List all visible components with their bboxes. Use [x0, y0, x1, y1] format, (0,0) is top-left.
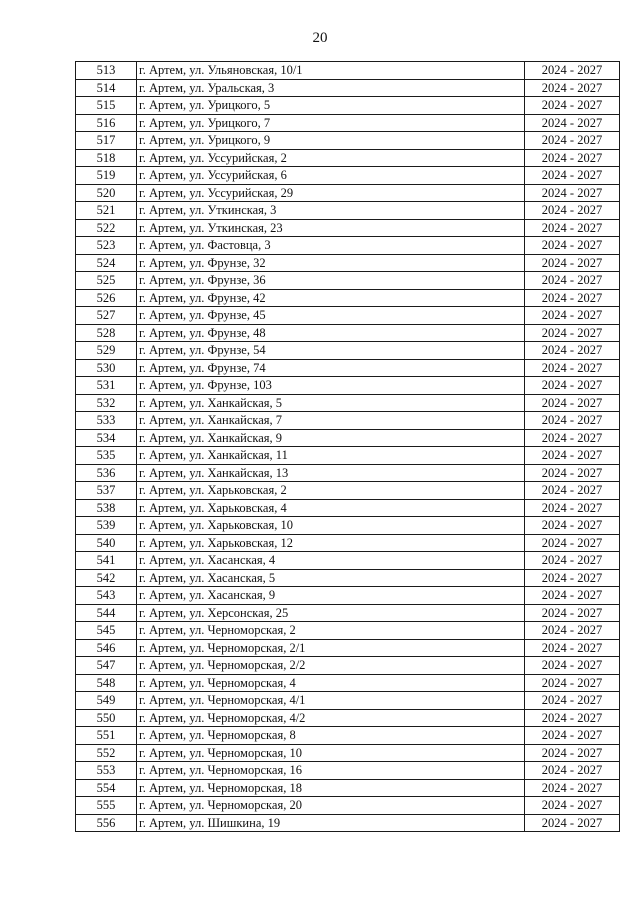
- row-number: 523: [76, 237, 137, 255]
- table-row: [76, 727, 620, 745]
- row-period: 2024 - 2027: [525, 447, 620, 465]
- row-address: г. Артем, ул. Харьковская, 4: [137, 499, 525, 517]
- row-period: 2024 - 2027: [525, 62, 620, 80]
- row-period: 2024 - 2027: [525, 307, 620, 325]
- row-number: 553: [76, 762, 137, 780]
- row-number: 513: [76, 62, 137, 80]
- row-number: 520: [76, 184, 137, 202]
- row-period: 2024 - 2027: [525, 604, 620, 622]
- row-address: г. Артем, ул. Хасанская, 4: [137, 552, 525, 570]
- table-row: [76, 62, 620, 80]
- row-address: г. Артем, ул. Ульяновская, 10/1: [137, 62, 525, 80]
- row-address: г. Артем, ул. Уткинская, 23: [137, 219, 525, 237]
- row-number: 531: [76, 377, 137, 395]
- row-address: г. Артем, ул. Черноморская, 10: [137, 744, 525, 762]
- row-address: г. Артем, ул. Черноморская, 8: [137, 727, 525, 745]
- row-period: 2024 - 2027: [525, 254, 620, 272]
- row-address: г. Артем, ул. Ханкайская, 5: [137, 394, 525, 412]
- table-row: [76, 744, 620, 762]
- row-period: 2024 - 2027: [525, 272, 620, 290]
- table-row: [76, 709, 620, 727]
- row-period: 2024 - 2027: [525, 517, 620, 535]
- table-row: [76, 464, 620, 482]
- row-address: г. Артем, ул. Хасанская, 5: [137, 569, 525, 587]
- row-number: 515: [76, 97, 137, 115]
- table-row: [76, 342, 620, 360]
- table-row: [76, 552, 620, 570]
- row-number: 519: [76, 167, 137, 185]
- row-period: 2024 - 2027: [525, 762, 620, 780]
- table-row: [76, 394, 620, 412]
- table-row: [76, 692, 620, 710]
- row-period: 2024 - 2027: [525, 377, 620, 395]
- row-period: 2024 - 2027: [525, 499, 620, 517]
- row-address: г. Артем, ул. Черноморская, 18: [137, 779, 525, 797]
- row-address: г. Артем, ул. Харьковская, 10: [137, 517, 525, 535]
- row-period: 2024 - 2027: [525, 639, 620, 657]
- row-address: г. Артем, ул. Уссурийская, 6: [137, 167, 525, 185]
- row-address: г. Артем, ул. Черноморская, 20: [137, 797, 525, 815]
- row-address: г. Артем, ул. Фрунзе, 74: [137, 359, 525, 377]
- table-row: [76, 377, 620, 395]
- row-number: 536: [76, 464, 137, 482]
- row-period: 2024 - 2027: [525, 569, 620, 587]
- row-period: 2024 - 2027: [525, 114, 620, 132]
- row-number: 518: [76, 149, 137, 167]
- row-address: г. Артем, ул. Черноморская, 2/1: [137, 639, 525, 657]
- row-number: 514: [76, 79, 137, 97]
- table-row: [76, 114, 620, 132]
- page-number: 20: [312, 30, 328, 46]
- table-row: [76, 202, 620, 220]
- row-period: 2024 - 2027: [525, 587, 620, 605]
- row-address: г. Артем, ул. Черноморская, 2: [137, 622, 525, 640]
- row-number: 535: [76, 447, 137, 465]
- row-address: г. Артем, ул. Херсонская, 25: [137, 604, 525, 622]
- row-address: г. Артем, ул. Уссурийская, 2: [137, 149, 525, 167]
- row-number: 538: [76, 499, 137, 517]
- row-number: 548: [76, 674, 137, 692]
- row-address: г. Артем, ул. Фрунзе, 103: [137, 377, 525, 395]
- table-row: [76, 517, 620, 535]
- row-address: г. Артем, ул. Фрунзе, 36: [137, 272, 525, 290]
- row-address: г. Артем, ул. Ханкайская, 13: [137, 464, 525, 482]
- row-number: 540: [76, 534, 137, 552]
- table-row: [76, 132, 620, 150]
- row-period: 2024 - 2027: [525, 184, 620, 202]
- table-row: [76, 569, 620, 587]
- table-row: [76, 534, 620, 552]
- table-row: [76, 482, 620, 500]
- table-row: [76, 272, 620, 290]
- row-address: г. Артем, ул. Фрунзе, 32: [137, 254, 525, 272]
- row-number: 547: [76, 657, 137, 675]
- row-number: 544: [76, 604, 137, 622]
- row-period: 2024 - 2027: [525, 744, 620, 762]
- row-number: 552: [76, 744, 137, 762]
- row-address: г. Артем, ул. Черноморская, 4: [137, 674, 525, 692]
- row-number: 534: [76, 429, 137, 447]
- row-address: г. Артем, ул. Черноморская, 2/2: [137, 657, 525, 675]
- row-address: г. Артем, ул. Уссурийская, 29: [137, 184, 525, 202]
- table-row: [76, 604, 620, 622]
- row-period: 2024 - 2027: [525, 289, 620, 307]
- table-row: [76, 359, 620, 377]
- row-period: 2024 - 2027: [525, 552, 620, 570]
- row-number: 516: [76, 114, 137, 132]
- row-address: г. Артем, ул. Фрунзе, 54: [137, 342, 525, 360]
- table-row: [76, 412, 620, 430]
- table-row: [76, 762, 620, 780]
- row-period: 2024 - 2027: [525, 692, 620, 710]
- row-number: 554: [76, 779, 137, 797]
- row-number: 527: [76, 307, 137, 325]
- row-address: г. Артем, ул. Черноморская, 4/1: [137, 692, 525, 710]
- row-number: 537: [76, 482, 137, 500]
- table-row: [76, 289, 620, 307]
- row-address: г. Артем, ул. Ханкайская, 7: [137, 412, 525, 430]
- table-row: [76, 814, 620, 832]
- table-row: [76, 622, 620, 640]
- row-number: 526: [76, 289, 137, 307]
- row-period: 2024 - 2027: [525, 674, 620, 692]
- row-number: 525: [76, 272, 137, 290]
- row-period: 2024 - 2027: [525, 464, 620, 482]
- row-number: 517: [76, 132, 137, 150]
- row-address: г. Артем, ул. Урицкого, 7: [137, 114, 525, 132]
- row-period: 2024 - 2027: [525, 324, 620, 342]
- row-address: г. Артем, ул. Урицкого, 5: [137, 97, 525, 115]
- table-row: [76, 184, 620, 202]
- row-number: 524: [76, 254, 137, 272]
- row-number: 529: [76, 342, 137, 360]
- row-address: г. Артем, ул. Фрунзе, 42: [137, 289, 525, 307]
- row-period: 2024 - 2027: [525, 132, 620, 150]
- row-number: 549: [76, 692, 137, 710]
- row-address: г. Артем, ул. Фрунзе, 45: [137, 307, 525, 325]
- row-number: 533: [76, 412, 137, 430]
- table-row: [76, 237, 620, 255]
- row-number: 539: [76, 517, 137, 535]
- table-row: [76, 167, 620, 185]
- row-period: 2024 - 2027: [525, 219, 620, 237]
- row-address: г. Артем, ул. Шишкина, 19: [137, 814, 525, 832]
- row-address: г. Артем, ул. Хасанская, 9: [137, 587, 525, 605]
- row-period: 2024 - 2027: [525, 359, 620, 377]
- row-period: 2024 - 2027: [525, 482, 620, 500]
- row-number: 532: [76, 394, 137, 412]
- table-row: [76, 97, 620, 115]
- table-row: [76, 307, 620, 325]
- row-address: г. Артем, ул. Урицкого, 9: [137, 132, 525, 150]
- row-number: 545: [76, 622, 137, 640]
- row-number: 542: [76, 569, 137, 587]
- row-number: 546: [76, 639, 137, 657]
- row-address: г. Артем, ул. Харьковская, 12: [137, 534, 525, 552]
- row-period: 2024 - 2027: [525, 79, 620, 97]
- row-address: г. Артем, ул. Черноморская, 4/2: [137, 709, 525, 727]
- row-number: 541: [76, 552, 137, 570]
- table-row: [76, 254, 620, 272]
- row-period: 2024 - 2027: [525, 429, 620, 447]
- table-row: [76, 587, 620, 605]
- table-row: [76, 779, 620, 797]
- row-period: 2024 - 2027: [525, 342, 620, 360]
- table-row: [76, 657, 620, 675]
- row-period: 2024 - 2027: [525, 727, 620, 745]
- table-row: [76, 639, 620, 657]
- table-row: [76, 447, 620, 465]
- table-row: [76, 429, 620, 447]
- row-period: 2024 - 2027: [525, 622, 620, 640]
- row-address: г. Артем, ул. Харьковская, 2: [137, 482, 525, 500]
- row-period: 2024 - 2027: [525, 709, 620, 727]
- row-period: 2024 - 2027: [525, 394, 620, 412]
- table-row: [76, 149, 620, 167]
- row-address: г. Артем, ул. Черноморская, 16: [137, 762, 525, 780]
- row-period: 2024 - 2027: [525, 797, 620, 815]
- row-address: г. Артем, ул. Ханкайская, 11: [137, 447, 525, 465]
- row-period: 2024 - 2027: [525, 657, 620, 675]
- row-number: 551: [76, 727, 137, 745]
- row-period: 2024 - 2027: [525, 412, 620, 430]
- table-row: [76, 674, 620, 692]
- address-table-body: [76, 62, 620, 832]
- row-period: 2024 - 2027: [525, 167, 620, 185]
- row-number: 530: [76, 359, 137, 377]
- table-row: [76, 499, 620, 517]
- row-address: г. Артем, ул. Уткинская, 3: [137, 202, 525, 220]
- row-number: 522: [76, 219, 137, 237]
- row-address: г. Артем, ул. Уральская, 3: [137, 79, 525, 97]
- row-number: 550: [76, 709, 137, 727]
- row-address: г. Артем, ул. Ханкайская, 9: [137, 429, 525, 447]
- row-address: г. Артем, ул. Фастовца, 3: [137, 237, 525, 255]
- row-period: 2024 - 2027: [525, 149, 620, 167]
- table-row: [76, 79, 620, 97]
- row-period: 2024 - 2027: [525, 814, 620, 832]
- row-period: 2024 - 2027: [525, 779, 620, 797]
- row-period: 2024 - 2027: [525, 97, 620, 115]
- table-row: [76, 219, 620, 237]
- table-row: [76, 324, 620, 342]
- row-period: 2024 - 2027: [525, 202, 620, 220]
- row-number: 521: [76, 202, 137, 220]
- row-number: 556: [76, 814, 137, 832]
- row-address: г. Артем, ул. Фрунзе, 48: [137, 324, 525, 342]
- row-period: 2024 - 2027: [525, 534, 620, 552]
- row-period: 2024 - 2027: [525, 237, 620, 255]
- row-number: 543: [76, 587, 137, 605]
- address-table: [75, 61, 620, 832]
- row-number: 528: [76, 324, 137, 342]
- row-number: 555: [76, 797, 137, 815]
- table-row: [76, 797, 620, 815]
